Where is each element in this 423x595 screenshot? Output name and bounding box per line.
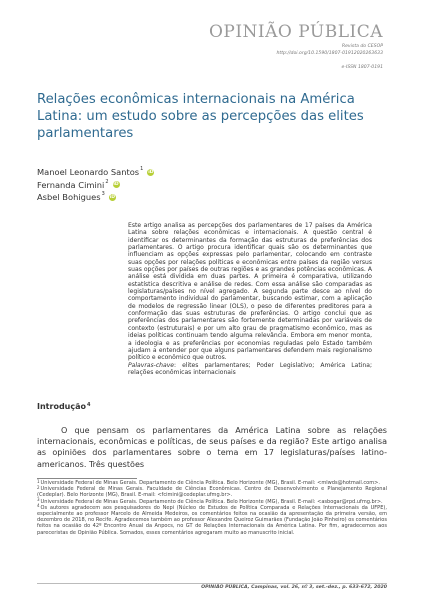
keywords xyxy=(128,362,372,377)
journal-title: OPINIÃO PÚBLICA xyxy=(208,22,383,42)
footer-divider xyxy=(37,583,387,584)
footnote-number: 3 xyxy=(37,497,40,503)
footnote-divider xyxy=(37,478,137,479)
body-text xyxy=(37,425,387,470)
footnote-text: Universidade Federal de Minas Gerais. Faculdade de Ciências Econômicas. Centro de Desenvolvimento e Planejamento Regional (Cedeplar). Belo Horizonte (MG), Brasil. E-mail: <fcimini@cedeplar.ufmg.br>. xyxy=(37,486,387,499)
footnote xyxy=(37,505,387,536)
footnote-number: 4 xyxy=(37,503,40,509)
footnote-text: Os autores agradecem aos pesquisadores do Nepi (Núcleo de Estudos de Política Comparada e Relações Internacionais da UFPE), especialmente ao professor Marcelo de Almeida Medeiros, os comentários feitos na ocasião da apresentação da primeira versão, em dezembro de 2018, no Recife. Agradecemos também ao professor Alexandre Queiroz Guimarães (Fundação João Pinheiro) os comentários feitos na ocasião do 42º Encontro Anual da Anpocs, no GT de Relações Internacionais da América Latina. Por fim, agradecemos aos pareceristas de Opinião Pública. Somados, esses comentários agregaram muito ao manuscrito inicial. xyxy=(37,504,387,536)
author-footnote-ref[interactable]: 3 xyxy=(101,191,105,197)
orcid-icon[interactable]: iD xyxy=(113,182,119,188)
abstract-text: Este artigo analisa as percepções dos parlamentares de 17 países da América Latina sobre relações econômicas e internacionais. A questão central é identificar os determinantes da formação das estruturas de preferências dos parlamentares. O artigo procura identificar quais são os determinantes que influenciam as opções expressas pelo parlamentar, colocando em contraste suas opções por relações políticas e econômicas entre países da região versus suas opções por países de outras regiões e as grandes potências econômicas. A análise está dividida em duas partes. A primeira é comparativa, utilizando estatística descritiva e análise de redes. Com essa análise são comparadas as legislaturas/países no nível agregado. A segunda parte desce ao nível do comportamento individual do parlamentar, buscando estimar, com a aplicação de modelos de regressão linear (OLS), o peso de diferentes preditores para a conformação das suas estruturas de preferências. O artigo conclui que as preferências dos parlamentares são fortemente determinadas por variáveis de contexto (estruturais) e por um alto grau de pragmatismo econômico, mas as ideias políticas continuam tendo alguma relevância. Embora em menor monta, a ideologia e as preferências por economias reguladas pelo Estado também ajudam a entender por que alguns parlamentares defendem mais regionalismo político e econômico que outros. xyxy=(128,222,372,362)
author-item xyxy=(37,179,154,192)
journal-section: Revista do CESOP xyxy=(341,44,383,49)
author-footnote-ref[interactable]: 1 xyxy=(140,166,144,172)
section-heading-text: Introdução xyxy=(37,402,86,411)
footnote-text: Universidade Federal de Minas Gerais. Departamento de Ciência Política. Belo Horizonte (MG), Brasil. E-mail: <asbogar@rpd.ufmg.br>. xyxy=(40,498,383,505)
author-name: Asbel Bohigues xyxy=(37,192,101,202)
author-name: Fernanda Cimini xyxy=(37,179,105,190)
section-heading xyxy=(37,402,90,411)
footnote xyxy=(37,486,387,498)
footnote-number: 1 xyxy=(37,478,40,484)
footnotes xyxy=(37,480,387,536)
author-item xyxy=(37,191,154,204)
author-footnote-ref[interactable]: 2 xyxy=(105,178,109,185)
footnote-text: Universidade Federal de Minas Gerais. Departamento de Ciência Política. Belo Horizonte (MG), Brasil. E-mail: <mlwds@hotmail.com>. xyxy=(40,480,380,486)
heading-footnote-ref[interactable]: 4 xyxy=(87,402,91,408)
orcid-icon[interactable]: iD xyxy=(148,169,154,175)
doi-link[interactable]: http://doi.org/10.1590/1807-01912020263633 xyxy=(276,51,383,56)
author-item xyxy=(37,166,154,179)
author-list xyxy=(37,166,154,204)
footnote-number: 2 xyxy=(37,484,40,490)
author-name: Manoel Leonardo Santos xyxy=(37,167,140,177)
article-title: Relações econômicas internacionais na América Latina: um estudo sobre as percepções das elites parlamentares xyxy=(37,92,364,141)
keywords-list: : elites parlamentares; Poder Legislativo; América Latina; relações econômicas internacionais xyxy=(128,361,372,376)
orcid-icon[interactable]: iD xyxy=(109,194,115,200)
footer-citation: OPINIÃO PÚBLICA, Campinas, vol. 26, nº 3, set.-dez., p. 633-672, 2020 xyxy=(201,585,387,590)
body-paragraph: O que pensam os parlamentares da América Latina sobre as relações internacionais, econômicas e políticas, de seus países e da região? Este artigo analisa as opiniões dos parlamentares sobre o tema em 17 legislaturas/países latino-americanos. Três questões xyxy=(37,426,387,469)
keywords-label: Palavras-chave xyxy=(128,361,175,369)
abstract xyxy=(128,222,372,376)
eissn: e-ISSN 1807-0191 xyxy=(341,65,383,70)
